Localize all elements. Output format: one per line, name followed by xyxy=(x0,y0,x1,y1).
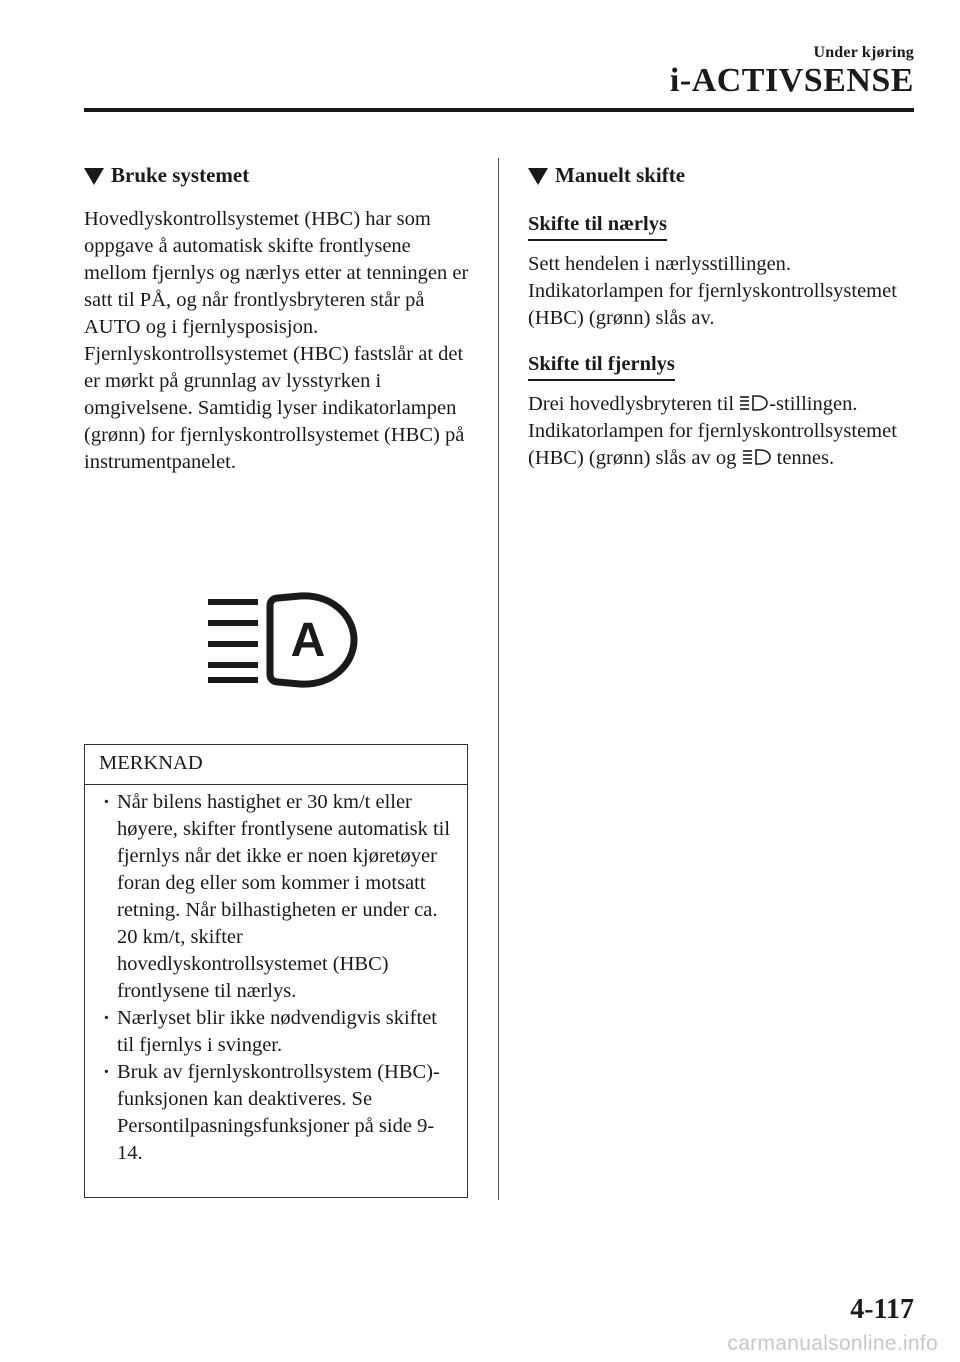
triangle-bullet-icon xyxy=(84,168,104,185)
high-beam-text-a: Drei hovedlysbryteren til xyxy=(528,393,740,415)
subheading-skifte-til-naerlys: Skifte til nærlys xyxy=(528,210,667,241)
high-beam-paragraph xyxy=(528,391,908,472)
note-item-3: · Bruk av fjernlyskontrollsystem (HBC)-funksjonen kan deaktiveres. Se Persontilpasningsfunksjoner på side 9-14. xyxy=(99,1059,457,1167)
high-beam-icon xyxy=(742,448,772,466)
running-header-section: Under kjøring xyxy=(813,44,914,61)
auto-high-beam-svg xyxy=(204,590,364,690)
note-box xyxy=(84,744,468,1198)
header-rule xyxy=(84,108,914,112)
page-number: 4-117 xyxy=(850,1294,914,1325)
body-paragraph-1: Hovedlyskontrollsystemet (HBC) har som oppgave å automatisk skifte frontlysene mellom fjernlys og nærlys etter at tenningen er satt til PÅ, og når frontlysbryteren står på AUTO og i fjernlysposisjon. xyxy=(84,208,469,338)
note-list xyxy=(85,785,467,1167)
high-beam-text-b: -stillingen. Indikatorlampen for fjernlyskontrollsystemet (HBC) (grønn) slås av og xyxy=(528,393,897,469)
right-column xyxy=(528,160,908,472)
section-heading-text: Manuelt skifte xyxy=(555,163,686,187)
auto-high-beam-icon xyxy=(204,590,364,690)
watermark: carmanualsonline.info xyxy=(727,1332,938,1355)
high-beam-text-c: tennes. xyxy=(771,447,835,469)
note-title: MERKNAD xyxy=(85,745,467,785)
left-column xyxy=(84,160,470,476)
body-paragraph-2: Fjernlyskontrollsystemet (HBC) fastslår at det er mørkt på grunnlag av lysstyrken i omgivelsene. Samtidig lyser indikatorlampen (grønn) for fjernlyskontrollsystemet (HBC) på instrumentpanelet. xyxy=(84,343,465,473)
running-header-chapter: i-ACTIVSENSE xyxy=(669,62,914,99)
high-beam-icon xyxy=(739,394,769,412)
column-divider xyxy=(498,158,499,1200)
note-item-1: · Når bilens hastighet er 30 km/t eller høyere, skifter frontlysene automatisk til fjernlys når det ikke er noen kjøretøyer foran deg eller som kommer i motsatt retning. Når bilhastigheten er under ca. 20 km/t, skifter hovedlyskontrollsystemet (HBC) frontlysene til nærlys. xyxy=(99,789,457,1005)
triangle-bullet-icon xyxy=(528,168,548,185)
section-heading-bruke-systemet xyxy=(84,160,470,190)
low-beam-paragraph: Sett hendelen i nærlysstillingen. Indikatorlampen for fjernlyskontrollsystemet (HBC) (grønn) slås av. xyxy=(528,253,897,329)
auto-letter: A xyxy=(290,614,326,667)
note-item-2: · Nærlyset blir ikke nødvendigvis skiftet til fjernlys i svinger. xyxy=(99,1005,457,1059)
section-heading-manuelt-skifte xyxy=(528,160,908,190)
section-heading-text: Bruke systemet xyxy=(111,163,250,187)
subheading-skifte-til-fjernlys: Skifte til fjernlys xyxy=(528,350,675,381)
